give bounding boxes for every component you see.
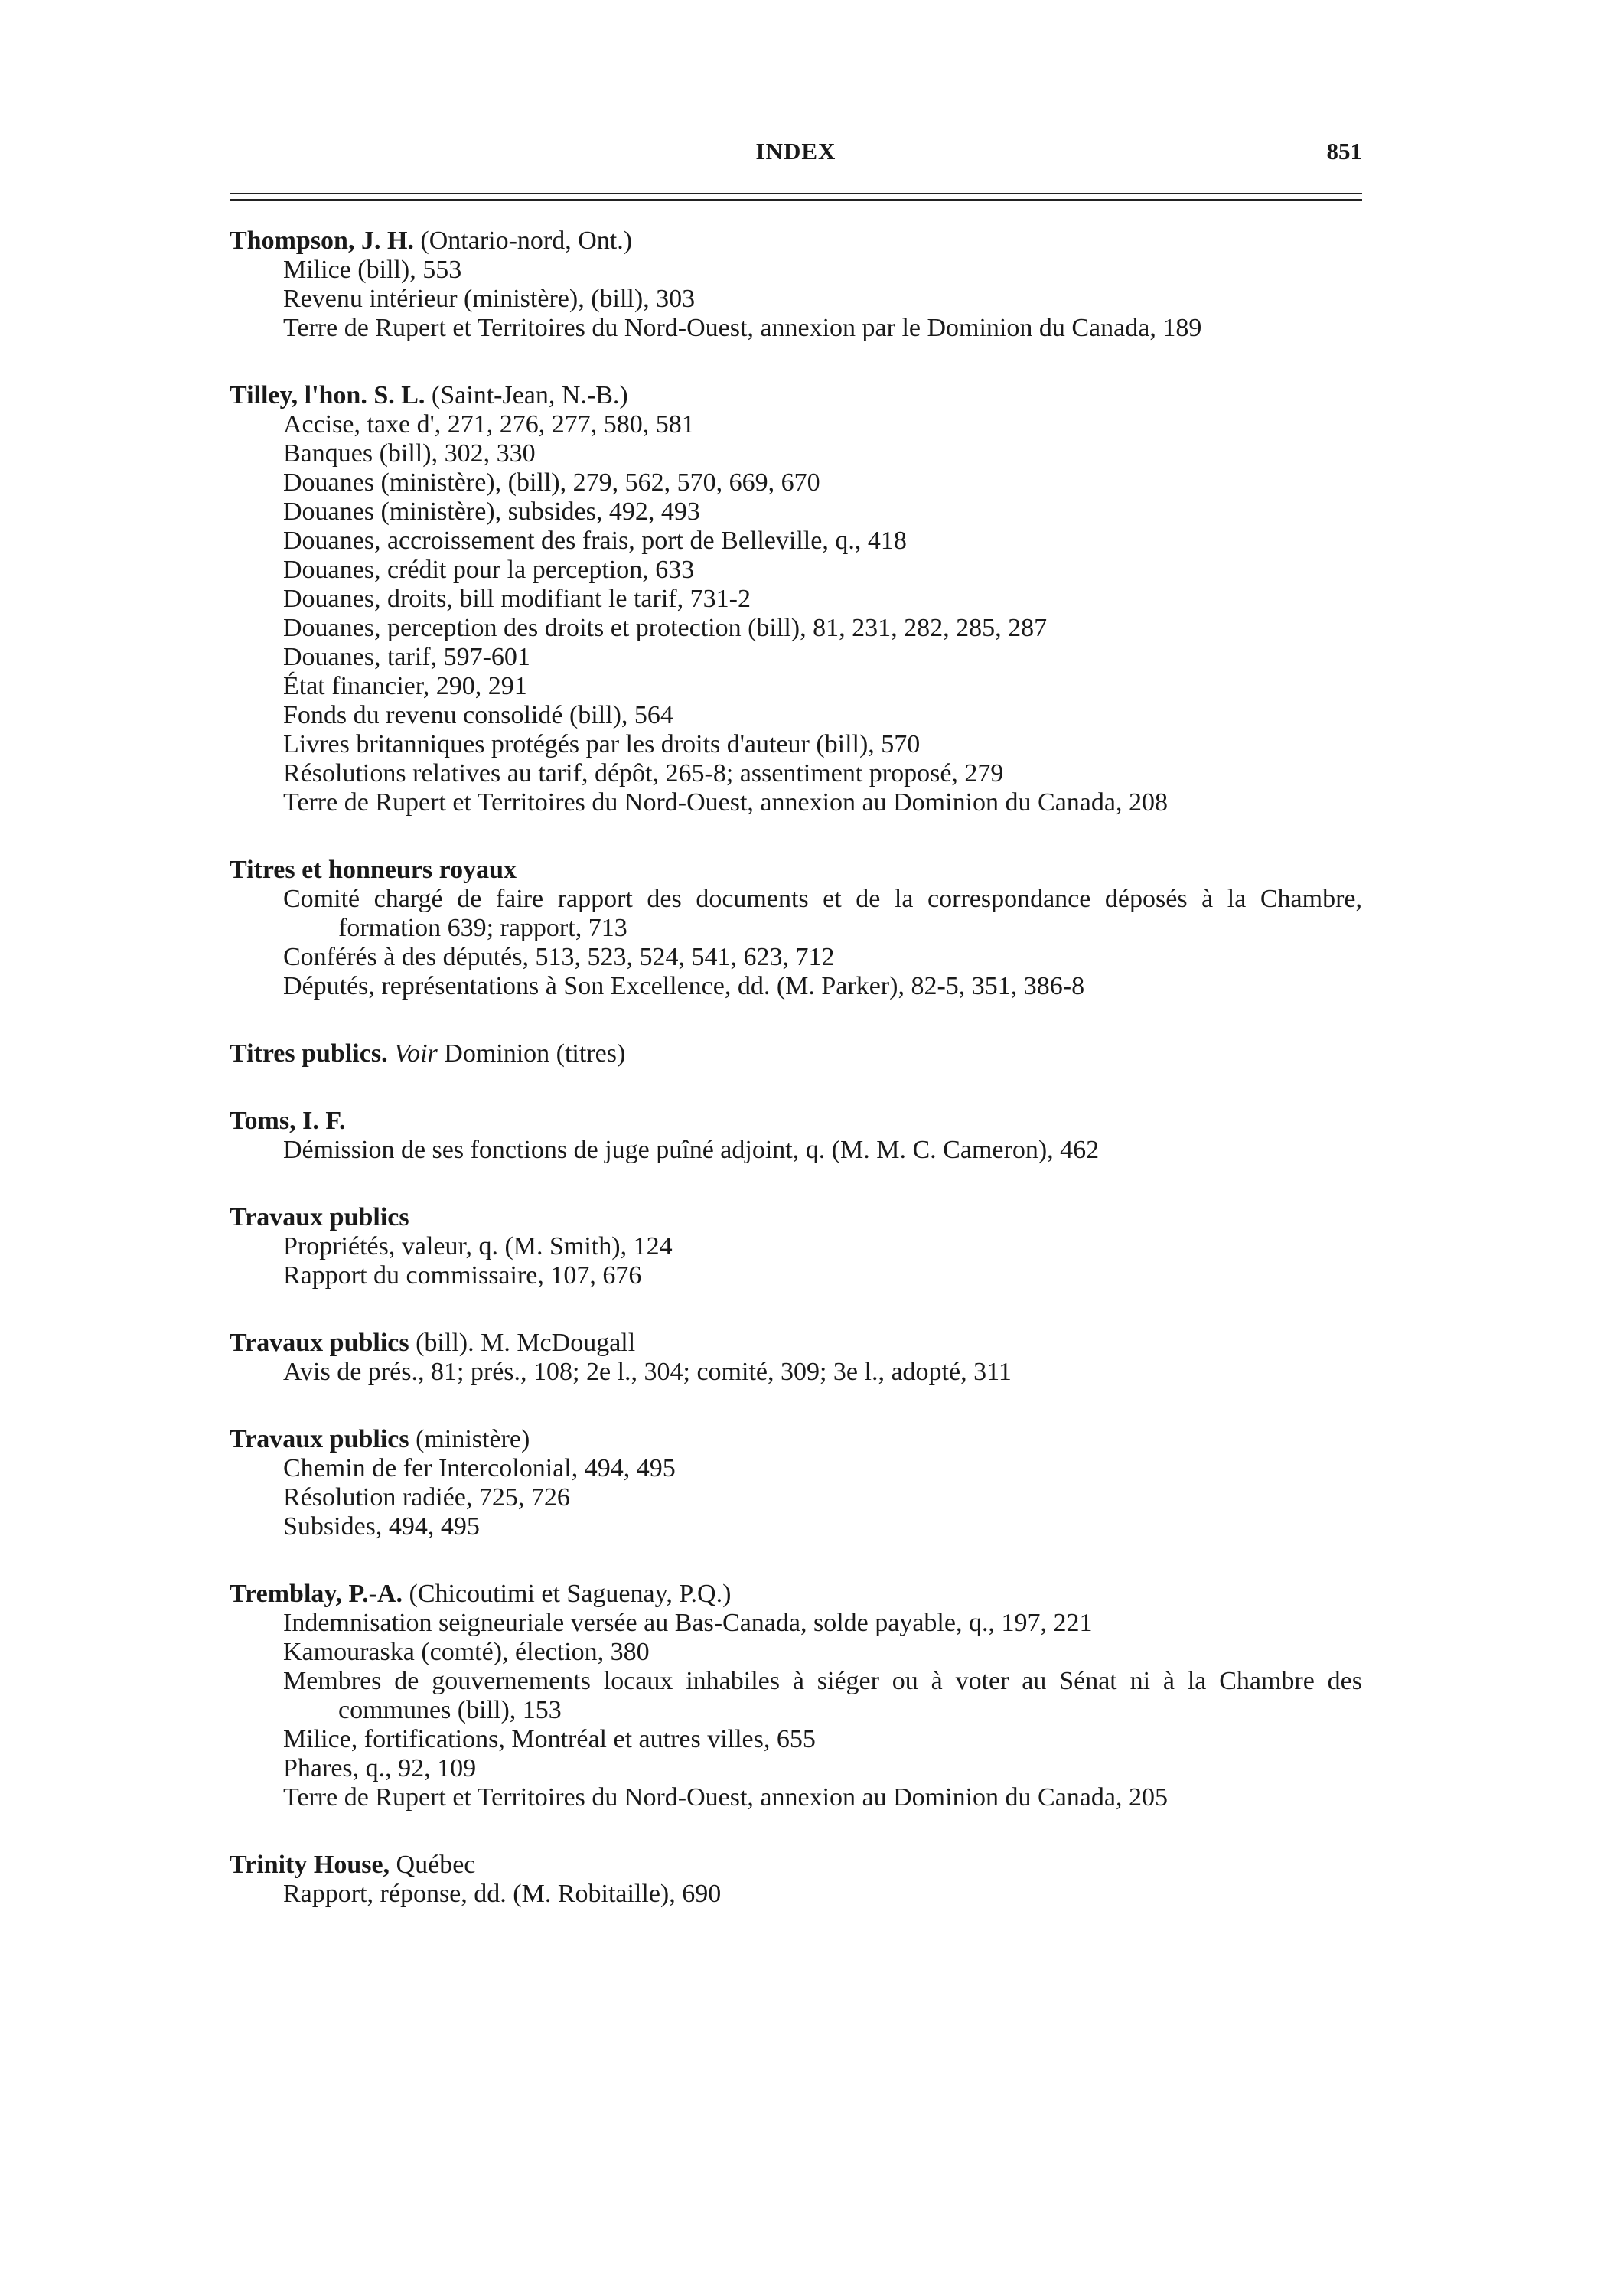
header-rule	[230, 193, 1362, 201]
index-entry	[230, 856, 1362, 1001]
entry-heading-term: Thompson, J. H.	[230, 227, 414, 255]
sub-entry: Revenu intérieur (ministère), (bill), 303	[283, 285, 696, 313]
sub-entry: Douanes, tarif, 597-601	[283, 643, 530, 671]
sub-entry: Kamouraska (comté), élection, 380	[283, 1638, 650, 1666]
sub-entry: Conférés à des députés, 513, 523, 524, 541, 623, 712	[283, 943, 835, 971]
sub-entry: Douanes, crédit pour la perception, 633	[283, 556, 695, 584]
entry-heading-qualifier: (Saint-Jean, N.-B.)	[425, 381, 628, 409]
sub-entry: Douanes (ministère), subsides, 492, 493	[283, 497, 700, 526]
entry-heading	[230, 1851, 1362, 1880]
entry-heading-term: Titres et honneurs royaux	[230, 856, 517, 884]
index-entry	[230, 1039, 1362, 1068]
entry-heading-term: Travaux publics	[230, 1203, 409, 1231]
entry-heading-term: Tremblay, P.-A.	[230, 1580, 403, 1608]
index-entry	[230, 1851, 1362, 1909]
entry-heading-term: Toms, I. F.	[230, 1107, 346, 1135]
entry-heading-qualifier: (Chicoutimi et Saguenay, P.Q.)	[403, 1580, 732, 1608]
sub-entry: Fonds du revenu consolidé (bill), 564	[283, 701, 673, 729]
sub-entry: Douanes, droits, bill modifiant le tarif, 731-2	[283, 585, 751, 613]
sub-entry: Rapport du commissaire, 107, 676	[283, 1261, 642, 1290]
page-title: INDEX	[755, 138, 836, 165]
entry-heading-term: Titres publics.	[230, 1039, 388, 1068]
sub-entry: Milice (bill), 553	[283, 256, 462, 284]
entry-heading-qualifier: Québec	[390, 1851, 476, 1879]
entry-heading-term: Tilley, l'hon. S. L.	[230, 381, 425, 409]
entry-heading-term: Travaux publics	[230, 1329, 409, 1357]
sub-entry: Terre de Rupert et Territoires du Nord-Ouest, annexion par le Dominion du Canada, 189	[283, 314, 1202, 342]
entry-heading	[230, 1203, 1362, 1232]
index-page	[230, 138, 1362, 1947]
entry-heading	[230, 856, 1362, 885]
index-entries	[230, 227, 1362, 1909]
sub-entry: Avis de prés., 81; prés., 108; 2e l., 304; comité, 309; 3e l., adopté, 311	[283, 1358, 1012, 1386]
entry-heading	[230, 1107, 1362, 1136]
sub-entry: Livres britanniques protégés par les droits d'auteur (bill), 570	[283, 730, 921, 758]
cross-reference-target: Dominion (titres)	[437, 1039, 626, 1068]
sub-entry: Terre de Rupert et Territoires du Nord-Ouest, annexion au Dominion du Canada, 205	[283, 1783, 1168, 1812]
index-entry	[230, 1580, 1362, 1812]
sub-entry: Subsides, 494, 495	[283, 1512, 480, 1541]
sub-entry: Douanes, accroissement des frais, port de Belleville, q., 418	[283, 527, 907, 555]
sub-entry: Chemin de fer Intercolonial, 494, 495	[283, 1454, 676, 1482]
index-entry	[230, 227, 1362, 343]
sub-entry: Résolutions relatives au tarif, dépôt, 265-8; assentiment proposé, 279	[283, 759, 1004, 788]
sub-entry: Terre de Rupert et Territoires du Nord-Ouest, annexion au Dominion du Canada, 208	[283, 788, 1168, 817]
index-entry	[230, 381, 1362, 817]
page-number: 851	[1326, 138, 1362, 165]
entry-heading-qualifier: (bill). M. McDougall	[409, 1329, 636, 1357]
sub-entry: Accise, taxe d', 271, 276, 277, 580, 581	[283, 410, 695, 439]
sub-entry: Députés, représentations à Son Excellence, dd. (M. Parker), 82-5, 351, 386-8	[283, 972, 1085, 1000]
sub-entry: Démission de ses fonctions de juge puîné adjoint, q. (M. M. C. Cameron), 462	[283, 1136, 1100, 1164]
index-entry	[230, 1329, 1362, 1387]
sub-entry: Propriétés, valeur, q. (M. Smith), 124	[283, 1232, 673, 1261]
running-header	[230, 138, 1362, 176]
sub-entry: Indemnisation seigneuriale versée au Bas-Canada, solde payable, q., 197, 221	[283, 1609, 1093, 1637]
entry-heading	[230, 1580, 1362, 1609]
sub-entry: Comité chargé de faire rapport des documents et de la correspondance déposés à la Chambre, formation 639; rapport, 713	[283, 885, 1362, 942]
sub-entry: Milice, fortifications, Montréal et autres villes, 655	[283, 1725, 816, 1753]
entry-heading	[230, 227, 1362, 256]
sub-entry: Douanes, perception des droits et protection (bill), 81, 231, 282, 285, 287	[283, 614, 1048, 642]
entry-heading-term: Trinity House,	[230, 1851, 390, 1879]
index-entry	[230, 1107, 1362, 1165]
entry-heading-term: Travaux publics	[230, 1425, 409, 1453]
entry-heading	[230, 381, 1362, 410]
sub-entry: Phares, q., 92, 109	[283, 1754, 477, 1782]
sub-entry: Résolution radiée, 725, 726	[283, 1483, 570, 1512]
entry-heading	[230, 1039, 1362, 1068]
entry-heading-qualifier: (Ontario-nord, Ont.)	[413, 227, 633, 255]
entry-heading	[230, 1425, 1362, 1454]
sub-entry: Banques (bill), 302, 330	[283, 439, 536, 468]
entry-heading	[230, 1329, 1362, 1358]
cross-reference-label: Voir	[394, 1039, 438, 1068]
sub-entry: Douanes (ministère), (bill), 279, 562, 570, 669, 670	[283, 468, 820, 497]
entry-heading-qualifier: (ministère)	[409, 1425, 530, 1453]
index-entry	[230, 1425, 1362, 1541]
index-entry	[230, 1203, 1362, 1290]
sub-entry: État financier, 290, 291	[283, 672, 527, 700]
sub-entry: Rapport, réponse, dd. (M. Robitaille), 690	[283, 1880, 722, 1908]
sub-entry: Membres de gouvernements locaux inhabiles à siéger ou à voter au Sénat ni à la Chambre des communes (bill), 153	[283, 1667, 1362, 1724]
